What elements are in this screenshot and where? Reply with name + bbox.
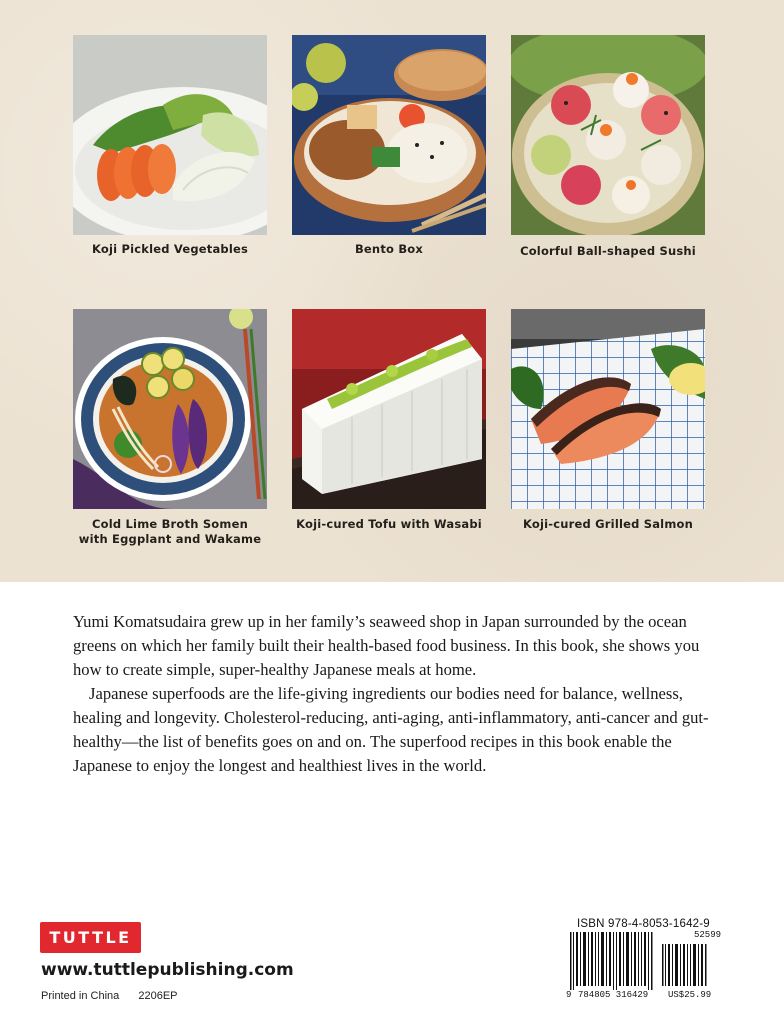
barcode-icon (566, 932, 709, 994)
print-code: 2206EP (138, 990, 178, 1002)
caption-koji-cured-tofu (279, 517, 499, 532)
publisher-url[interactable]: www.tuttlepublishing.com (41, 960, 294, 980)
caption-line: Koji-cured Tofu with Wasabi (296, 517, 482, 531)
photo-colorful-ball-sushi (511, 35, 705, 235)
caption-line: Koji-cured Grilled Salmon (522, 517, 693, 531)
caption-line: Cold Lime Broth Somen (92, 517, 248, 531)
printed-line (41, 990, 194, 1002)
caption-line: Koji Pickled Vegetables (91, 242, 249, 256)
caption-bento-box (279, 242, 499, 257)
description-paragraph-1: Yumi Komatsudaira grew up in her family’s seaweed shop in Japan surrounded by the ocean greens on which her family built their health-based food business. In this book, she shows you how to create simple, super-healthy Japanese meals at home. (73, 612, 700, 679)
photo-bento-box (292, 35, 486, 235)
photo-koji-cured-grilled-salmon (511, 309, 705, 509)
tuttle-logo: TUTTLE (40, 922, 141, 953)
caption-line: Bento Box (354, 242, 424, 256)
barcode-number-left: 9 (566, 990, 572, 1000)
book-description (73, 610, 713, 778)
isbn-text: ISBN 978-4-8053-1642-9 (577, 918, 710, 930)
caption-cold-lime-broth-somen (60, 517, 280, 547)
barcode-price: US$25.99 (668, 990, 712, 1000)
photo-koji-cured-tofu (292, 309, 486, 509)
caption-koji-pickled-vegetables (60, 242, 280, 257)
barcode-number-main: 784805 316429 (578, 990, 649, 1000)
description-paragraph-2: Japanese superfoods are the life-giving ingredients our bodies need for balance, wellness, healing and longevity. Cholesterol-reducing, anti-aging, anti-inflammatory, anti-cancer and gut-healthy—the list of benefits goes on and on. The superfood recipes in this book enable the Japanese to enjoy the longest and healthiest lives in the world. (73, 684, 709, 775)
photo-cold-lime-broth-somen (73, 309, 267, 509)
photo-koji-pickled-vegetables (73, 35, 267, 235)
caption-colorful-ball-sushi (498, 244, 718, 259)
caption-line: Colorful Ball-shaped Sushi (520, 244, 696, 258)
caption-koji-cured-grilled-salmon (498, 517, 718, 532)
printed-in: Printed in China (41, 990, 120, 1002)
barcode-price-code: 52599 (694, 930, 722, 940)
caption-line: with Eggplant and Wakame (78, 532, 262, 546)
